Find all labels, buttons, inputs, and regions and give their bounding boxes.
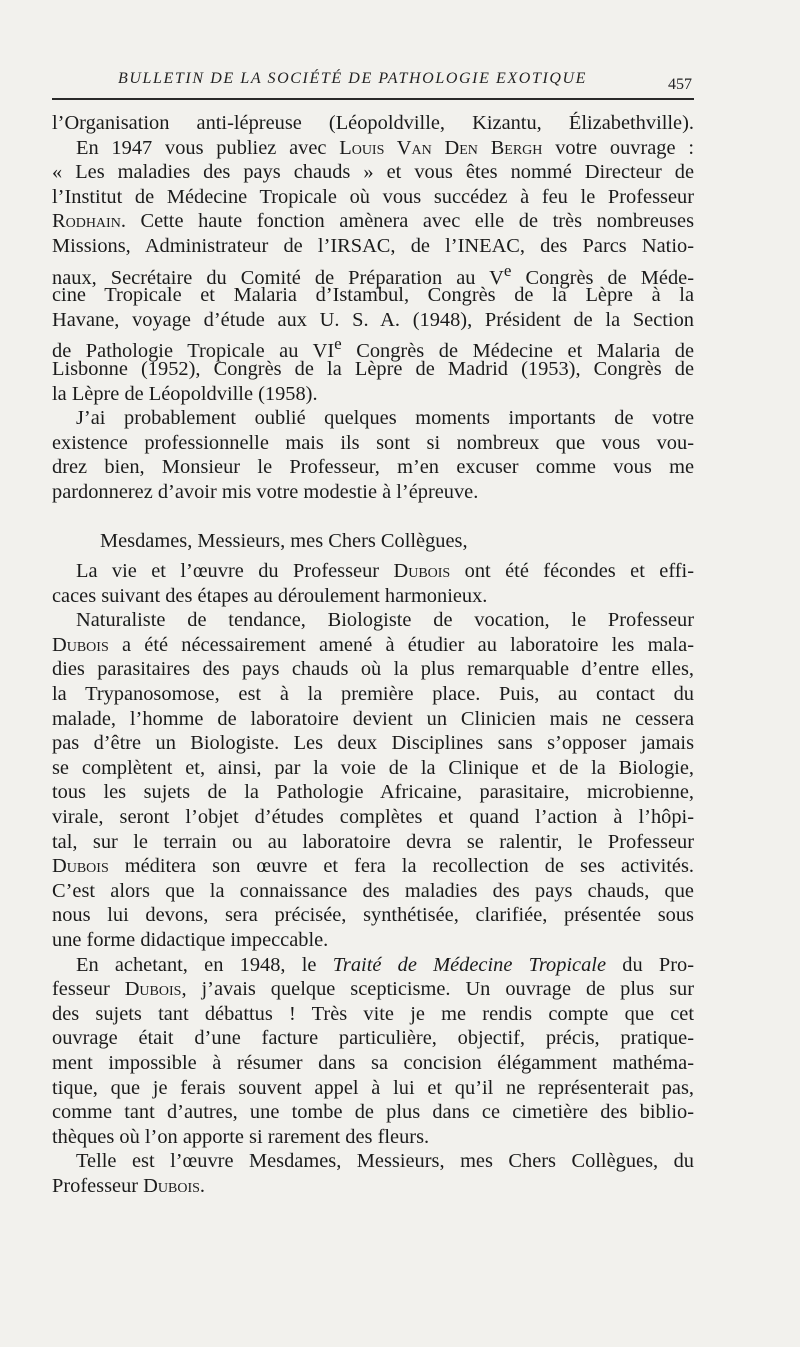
text-line: C’est alors que la connaissance des maladies des pays chauds, que bbox=[52, 879, 694, 902]
paragraph-gap bbox=[52, 505, 694, 529]
text-line: Missions, Administrateur de l’IRSAC, de l’INEAC, des Parcs Natio- bbox=[52, 234, 694, 257]
text-line: tal, sur le terrain ou au laboratoire devra se ralentir, le Professeur bbox=[52, 830, 694, 853]
text-line: caces suivant des étapes au déroulement harmonieux. bbox=[52, 584, 488, 607]
text-line: Rodhain. Cette haute fonction amènera avec elle de très nombreuses bbox=[52, 210, 694, 233]
text-line: la Trypanosomose, est à la première place. Puis, au contact du bbox=[52, 683, 694, 706]
superscript: e bbox=[503, 260, 512, 280]
author-name: Louis Van Den Bergh bbox=[339, 136, 543, 159]
text-line: tique, que je ferais souvent appel à lui et qu’il ne représenterait pas, bbox=[52, 1076, 694, 1099]
text-line: fesseur Dubois, j’avais quelque scepticisme. Un ouvrage de plus sur bbox=[52, 978, 694, 1001]
header-rule bbox=[52, 98, 694, 100]
text-line: thèques où l’on apporte si rarement des fleurs. bbox=[52, 1125, 430, 1148]
text-line: dies parasitaires des pays chauds où la plus remarquable d’entre elles, bbox=[52, 658, 694, 681]
author-name: Dubois bbox=[143, 1174, 200, 1197]
text-line: drez bien, Monsieur le Professeur, m’en excuser comme vous me bbox=[52, 456, 694, 479]
author-name: Dubois bbox=[52, 855, 109, 878]
text-line: virale, seront l’objet d’études complètes et quand l’action à l’hôpi- bbox=[52, 806, 694, 829]
text-line: La vie et l’œuvre du Professeur Dubois ont été fécondes et effi- bbox=[76, 560, 694, 583]
text-line: des sujets tant débattus ! Très vite je me rendis compte que cet bbox=[52, 1002, 694, 1025]
salutation: Mesdames, Messieurs, mes Chers Collègues, bbox=[100, 529, 468, 552]
text-line: comme tant d’autres, une tombe de plus dans ce cimetière des biblio- bbox=[52, 1101, 694, 1124]
author-name: Dubois bbox=[124, 978, 182, 1001]
text-line: l’Organisation anti-lépreuse (Léopoldville, Kizantu, Élizabethville). bbox=[52, 112, 694, 134]
running-header-title: BULLETIN DE LA SOCIÉTÉ DE PATHOLOGIE EXOTIQUE bbox=[118, 70, 588, 87]
text-line: tous les sujets de la Pathologie Africaine, parasitaire, microbienne, bbox=[52, 781, 694, 804]
author-name: Dubois bbox=[52, 633, 109, 656]
author-name: Dubois bbox=[393, 560, 451, 583]
author-name: Rodhain bbox=[52, 210, 121, 233]
text-line: se complètent et, ainsi, par la voie de la Clinique et de la Biologie, bbox=[52, 756, 694, 779]
text-line: « Les maladies des pays chauds » et vous êtes nommé Directeur de bbox=[52, 161, 694, 184]
text-line: Telle est l’œuvre Mesdames, Messieurs, mes Chers Collègues, du bbox=[76, 1150, 694, 1173]
text-line: Professeur Dubois. bbox=[52, 1174, 206, 1197]
text-line: pas d’être un Biologiste. Les deux Disciplines sans s’opposer jamais bbox=[52, 732, 694, 755]
text-line: nous lui devons, sera précisée, synthétisée, clarifiée, présentée sous bbox=[52, 904, 694, 927]
text-line: cine Tropicale et Malaria d’Istambul, Congrès de la Lèpre à la bbox=[52, 284, 694, 307]
text-line: naux, Secrétaire du Comité de Préparation au Ve Congrès de Méde- bbox=[52, 260, 695, 289]
text-line: une forme didactique impeccable. bbox=[52, 929, 329, 951]
text-line: de Pathologie Tropicale au VIe Congrès de Médecine et Malaria de bbox=[52, 334, 695, 363]
page-number: 457 bbox=[668, 76, 692, 93]
superscript: e bbox=[334, 334, 342, 354]
text-line: l’Institut de Médecine Tropicale où vous succédez à feu le Professeur bbox=[52, 185, 694, 208]
text-line: pardonnerez d’avoir mis votre modestie à l’épreuve. bbox=[52, 480, 479, 503]
text-line: Naturaliste de tendance, Biologiste de vocation, le Professeur bbox=[76, 609, 694, 632]
text-line: Havane, voyage d’étude aux U. S. A. (1948), Président de la Section bbox=[52, 308, 694, 331]
text-line: existence professionnelle mais ils sont si nombreux que vous vou- bbox=[52, 431, 694, 454]
body-text bbox=[52, 111, 694, 1199]
text-line: Dubois a été nécessairement amené à étudier au laboratoire les mala- bbox=[52, 633, 694, 656]
text-line: ment impossible à résumer dans sa concision élégamment mathéma- bbox=[52, 1051, 694, 1074]
text-line: J’ai probablement oublié quelques moments importants de votre bbox=[76, 407, 694, 430]
text-line: la Lèpre de Léopoldville (1958). bbox=[52, 382, 318, 405]
text-line: En 1947 vous publiez avec Louis Van Den Bergh votre ouvrage : bbox=[76, 136, 694, 159]
text-line: ouvrage était d’une facture particulière, objectif, précis, pratique- bbox=[52, 1027, 694, 1050]
text-line: malade, l’homme de laboratoire devient un Clinicien mais ne cessera bbox=[52, 707, 694, 730]
book-title: Traité de Médecine Tropicale bbox=[332, 953, 607, 976]
text-line: Lisbonne (1952), Congrès de la Lèpre de Madrid (1953), Congrès de bbox=[52, 357, 694, 380]
text-line: Dubois méditera son œuvre et fera la recollection de ses activités. bbox=[52, 855, 694, 878]
text-line: En achetant, en 1948, le Traité de Médecine Tropicale du Pro- bbox=[76, 953, 695, 976]
